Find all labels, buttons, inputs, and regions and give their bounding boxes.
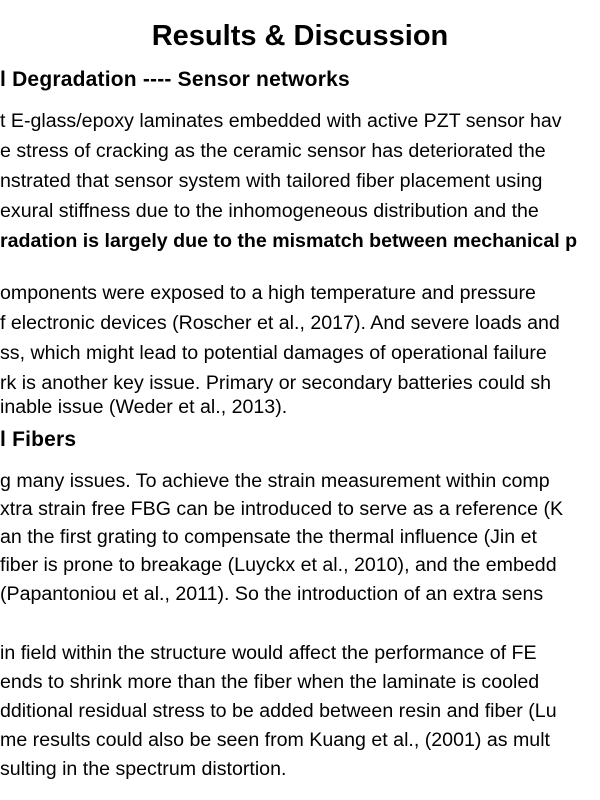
paragraph-line: xtra strain free FBG can be introduced to serve as a reference (K	[0, 498, 564, 520]
paragraph-line: nstrated that sensor system with tailored fiber placement using	[0, 170, 543, 192]
paragraph-line: dditional residual stress to be added between resin and fiber (Lu	[0, 700, 557, 722]
paragraph-line: ss, which might lead to potential damages of operational failure	[0, 342, 547, 364]
paragraph-line: an the first grating to compensate the thermal influence (Jin et	[0, 526, 537, 548]
paragraph-line: f electronic devices (Roscher et al., 2017). And severe loads and	[0, 312, 560, 334]
paragraph-line: rk is another key issue. Primary or secondary batteries could sh	[0, 372, 552, 394]
paragraph-line: me results could also be seen from Kuang et al., (2001) as mult	[0, 729, 550, 751]
paragraph-line-bold: radation is largely due to the mismatch between mechanical p	[0, 230, 578, 252]
paragraph-line: g many issues. To achieve the strain measurement within comp	[0, 470, 550, 492]
section-heading-sensor-networks: l Degradation ---- Sensor networks	[0, 68, 350, 91]
paragraph-line: fiber is prone to breakage (Luyckx et al., 2010), and the embedd	[0, 554, 557, 576]
paragraph-line: exural stiffness due to the inhomogeneous distribution and the	[0, 200, 539, 222]
paragraph-line: sulting in the spectrum distortion.	[0, 758, 287, 780]
paragraph-line: omponents were exposed to a high temperature and pressure	[0, 282, 536, 304]
page-title: Results & Discussion	[151, 20, 449, 52]
paragraph-line: (Papantoniou et al., 2011). So the introduction of an extra sens	[0, 583, 544, 605]
section-heading-fibers: l Fibers	[0, 428, 77, 451]
paragraph-line: ends to shrink more than the fiber when the laminate is cooled	[0, 671, 540, 693]
paragraph-line: in field within the structure would affect the performance of FE	[0, 642, 537, 664]
paragraph-line: e stress of cracking as the ceramic sensor has deteriorated the	[0, 140, 546, 162]
paragraph-line: t E-glass/epoxy laminates embedded with active PZT sensor hav	[0, 110, 562, 132]
paragraph-line: inable issue (Weder et al., 2013).	[0, 396, 288, 418]
